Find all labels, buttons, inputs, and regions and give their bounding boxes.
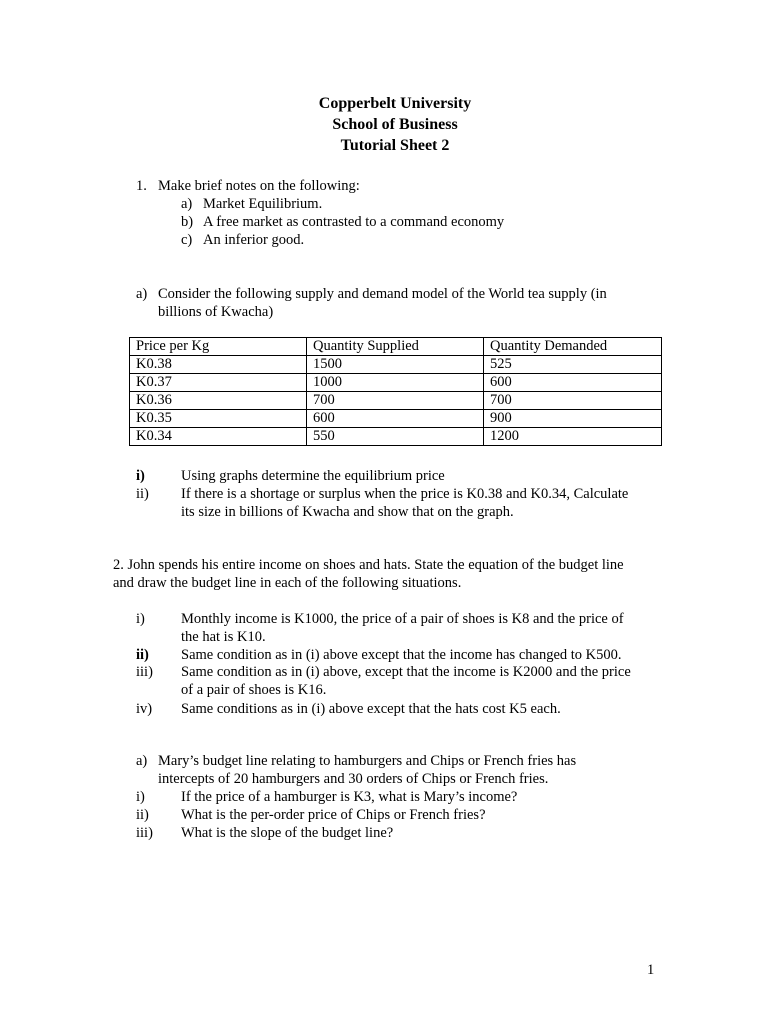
q2a-label: a) [136, 753, 148, 769]
q2a-line2: intercepts of 20 hamburgers and 30 orders of Chips or French fries. [158, 771, 549, 787]
q1a-sub-ii-line1: If there is a shortage or surplus when the price is K0.38 and K0.34, Calculate [181, 486, 629, 502]
table-cell: 525 [484, 356, 662, 374]
q1a-line1: Consider the following supply and demand model of the World tea supply (in [158, 286, 607, 302]
table-row [130, 356, 662, 374]
q1-item-c-text: An inferior good. [203, 232, 305, 248]
q2a-item-ii-text: What is the per-order price of Chips or French fries? [181, 807, 486, 823]
q1a-sub-ii-line2: its size in billions of Kwacha and show that on the graph. [181, 504, 514, 520]
q1a-line2: billions of Kwacha) [158, 304, 274, 320]
table-cell: 1200 [484, 428, 662, 446]
tea-supply-demand-table [129, 337, 662, 446]
sheet-title: Tutorial Sheet 2 [340, 137, 450, 154]
q2-item-iii-line1: Same condition as in (i) above, except that the income is K2000 and the price [181, 664, 631, 680]
q1a-label: a) [136, 286, 148, 302]
q2-item-i-label: i) [136, 611, 145, 627]
q2-item-i-line1: Monthly income is K1000, the price of a pair of shoes is K8 and the price of [181, 611, 624, 627]
table-header-cell: Price per Kg [130, 338, 307, 356]
table-cell: 1500 [307, 356, 484, 374]
q2a-item-i-text: If the price of a hamburger is K3, what is Mary’s income? [181, 789, 518, 805]
q2a-line1: Mary’s budget line relating to hamburgers and Chips or French fries has [158, 753, 577, 769]
table-header-cell: Quantity Demanded [484, 338, 662, 356]
q2-item-ii-label: ii) [136, 647, 149, 663]
q1a-sub-i-label: i) [136, 468, 145, 484]
table-header-row [130, 338, 662, 356]
q2a-item-iii-label: iii) [136, 825, 153, 841]
table-row [130, 410, 662, 428]
q2-item-ii-line1: Same condition as in (i) above except that the income has changed to K500. [181, 647, 622, 663]
table-cell: 550 [307, 428, 484, 446]
q2-item-i-line2: the hat is K10. [181, 629, 266, 645]
q1a-sub-ii-label: ii) [136, 486, 149, 502]
table-cell: 1000 [307, 374, 484, 392]
q2a-item-ii-label: ii) [136, 807, 149, 823]
q2-line1: 2. John spends his entire income on shoes and hats. State the equation of the budget line [113, 557, 624, 573]
q1-item-b-text: A free market as contrasted to a command economy [203, 214, 505, 230]
q1-item-b-label: b) [181, 214, 194, 230]
table-row [130, 392, 662, 410]
q2-item-iv-line1: Same conditions as in (i) above except that the hats cost K5 each. [181, 701, 561, 717]
table-row [130, 374, 662, 392]
page-number: 1 [647, 962, 655, 978]
table-row [130, 428, 662, 446]
table-header-cell: Quantity Supplied [307, 338, 484, 356]
q1-item-c-label: c) [181, 232, 193, 248]
q1-prompt: Make brief notes on the following: [158, 178, 360, 194]
q2-item-iii-line2: of a pair of shoes is K16. [181, 682, 327, 698]
q1-item-a-text: Market Equilibrium. [203, 196, 323, 212]
table-cell: 600 [484, 374, 662, 392]
q1-number: 1. [136, 178, 147, 194]
table-cell: 600 [307, 410, 484, 428]
school-title: School of Business [332, 116, 458, 133]
q1-item-a-label: a) [181, 196, 193, 212]
table-cell: K0.38 [130, 356, 307, 374]
university-title: Copperbelt University [318, 95, 472, 112]
q2a-item-iii-text: What is the slope of the budget line? [181, 825, 394, 841]
q2-line2: and draw the budget line in each of the following situations. [113, 575, 462, 591]
table-cell: K0.36 [130, 392, 307, 410]
table-cell: 700 [307, 392, 484, 410]
table-cell: 900 [484, 410, 662, 428]
table-cell: 700 [484, 392, 662, 410]
q2a-item-i-label: i) [136, 789, 145, 805]
table-cell: K0.37 [130, 374, 307, 392]
q2-item-iv-label: iv) [136, 701, 153, 717]
q1a-sub-i-text: Using graphs determine the equilibrium price [181, 468, 445, 484]
q2-item-iii-label: iii) [136, 664, 153, 680]
table-cell: K0.34 [130, 428, 307, 446]
table-cell: K0.35 [130, 410, 307, 428]
